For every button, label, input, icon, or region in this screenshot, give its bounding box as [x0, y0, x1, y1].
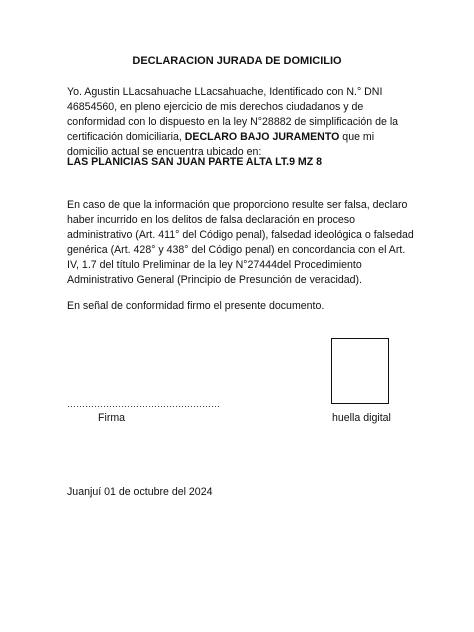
declaration-bold-statement: DECLARO BAJO JURAMENTO	[184, 131, 340, 143]
document-title: DECLARACION JURADA DE DOMICILIO	[132, 55, 342, 67]
declaration-text-end: que mi domicilio actual se encuentra ubicado en:	[67, 131, 375, 158]
signature-line: ……………………………………………	[67, 399, 220, 409]
declaration-paragraph	[67, 85, 407, 160]
signature-label: Firma	[98, 412, 126, 424]
fingerprint-box	[331, 338, 389, 404]
conformity-paragraph: En señal de conformidad firmo el presente documento.	[67, 300, 325, 312]
address-line: LAS PLANICIAS SAN JUAN PARTE ALTA LT.9 MZ 8	[67, 156, 323, 168]
declaration-text-start: Yo. Agustin LLacsahuache LLacsahuache, Identificado con N.° DNI 46854560, en pleno ejercicio de mis derechos ciudadanos y de conformidad con lo dispuesto en la ley N°28882 de simplificación de la certificación domiciliaria,	[67, 86, 399, 143]
date-line: Juanjuí 01 de octubre del 2024	[67, 486, 213, 498]
legal-warning-paragraph: En caso de que la información que proporciono resulte ser falsa, declaro haber incurrido en los delitos de falsa declaración en proceso administrativo (Art. 411° del Código penal), falsedad ideológica o falsedad genérica (Art. 428° y 438° del Código penal) en concordancia con el Art. IV, 1.7 del título Preliminar de la ley N°27444del Procedimiento Administrativo General (Principio de Presunción de veracidad).	[67, 199, 414, 286]
fingerprint-label: huella digital	[332, 412, 391, 424]
